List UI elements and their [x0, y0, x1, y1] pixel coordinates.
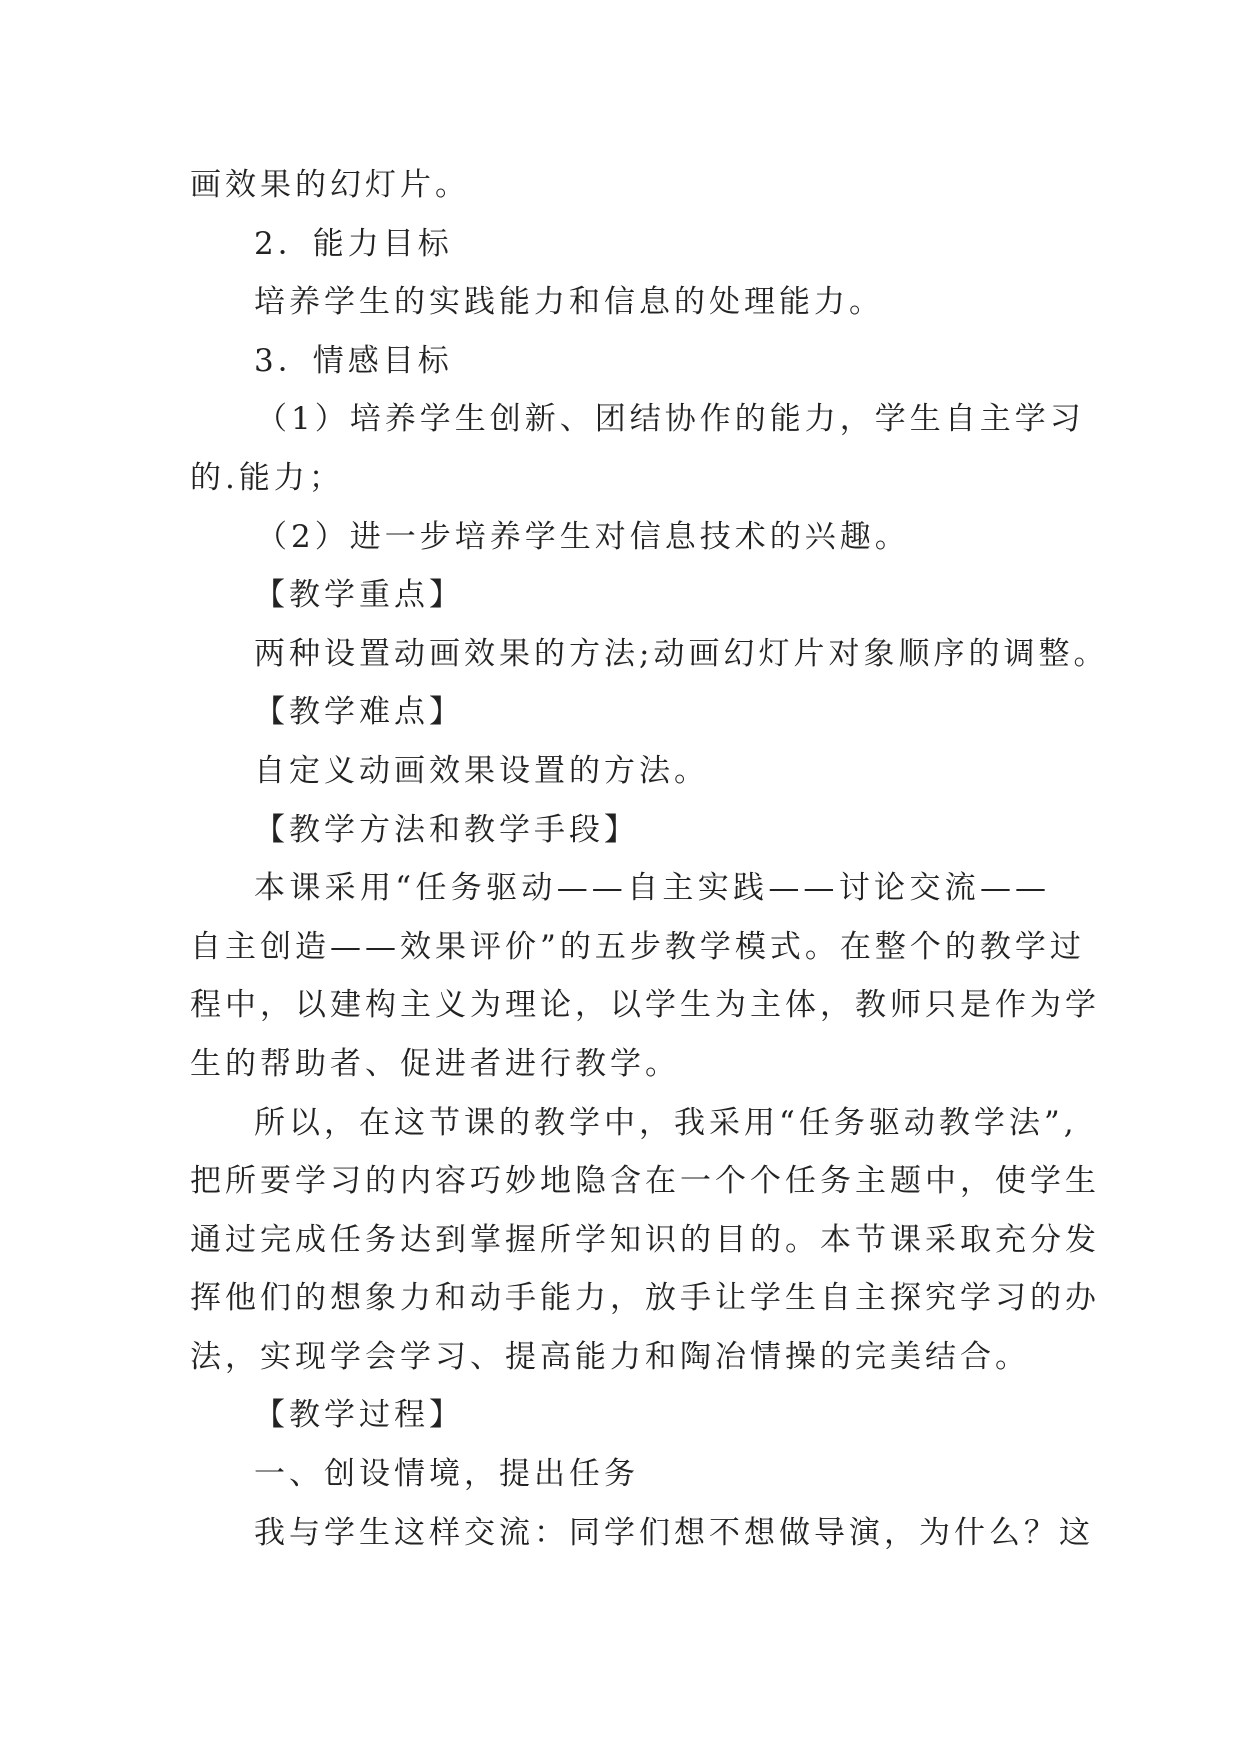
paragraph-line: 培养学生的实践能力和信息的处理能力。 [254, 284, 884, 321]
section-heading-difficulties: 【教学难点】 [254, 694, 464, 731]
paragraph-line: 生的帮助者、促进者进行教学。 [190, 1045, 680, 1082]
list-item-2: （2）进一步培养学生对信息技术的兴趣。 [256, 518, 910, 555]
paragraph-line: 所以，在这节课的教学中，我采用“任务驱动教学法”, [254, 1104, 1078, 1141]
paragraph-line: 本课采用“任务驱动——自主实践——讨论交流—— [254, 870, 1050, 907]
paragraph-line: 程中，以建构主义为理论，以学生为主体，教师只是作为学 [190, 987, 1100, 1024]
paragraph-line: 挥他们的想象力和动手能力，放手让学生自主探究学习的办 [190, 1280, 1100, 1317]
paragraph-line: 我与学生这样交流：同学们想不想做导演，为什么？这 [254, 1514, 1094, 1551]
paragraph-line: 自定义动画效果设置的方法。 [254, 752, 709, 789]
paragraph-line: 通过完成任务达到掌握所学知识的目的。本节课采取充分发 [190, 1221, 1100, 1258]
section-heading-emotion-goal: 3．情感目标 [254, 342, 453, 379]
subsection-heading: 一、创设情境，提出任务 [254, 1456, 639, 1493]
list-item-1: （1）培养学生创新、团结协作的能力，学生自主学习 [256, 401, 1085, 438]
paragraph-line: 的.能力； [190, 459, 344, 496]
paragraph-line: 法，实现学会学习、提高能力和陶冶情操的完美结合。 [190, 1338, 1030, 1375]
section-heading-ability-goal: 2．能力目标 [254, 225, 453, 262]
paragraph-line: 自主创造——效果评价”的五步教学模式。在整个的教学过 [190, 928, 1085, 965]
paragraph-line: 两种设置动画效果的方法;动画幻灯片对象顺序的调整。 [254, 635, 1109, 672]
paragraph-line: 把所要学习的内容巧妙地隐含在一个个任务主题中，使学生 [190, 1163, 1100, 1200]
section-heading-process: 【教学过程】 [254, 1397, 464, 1434]
section-heading-methods: 【教学方法和教学手段】 [254, 811, 639, 848]
paragraph-line: 画效果的幻灯片。 [190, 167, 470, 203]
section-heading-key-points: 【教学重点】 [254, 577, 464, 614]
document-body [190, 156, 1109, 1562]
